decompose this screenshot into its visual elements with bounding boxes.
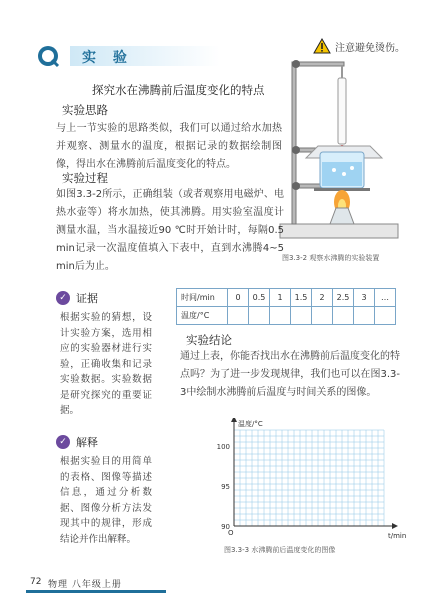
origin-label: O bbox=[228, 529, 234, 537]
page-number: 72 bbox=[30, 577, 42, 587]
book-name: 物理 八年级上册 bbox=[48, 580, 122, 590]
table-row bbox=[177, 307, 396, 325]
process-text: 如图3.3-2所示，正确组装（或者观察用电磁炉、电热水壶等）将水加热，使其沸腾。用实验室温度计测量水温，当水温接近90 ℃时开始计时，每隔0.5 min记录一次温度值填入下表中，直到水沸腾4~5 min后为止。 bbox=[56, 189, 284, 272]
process-heading: 实验过程 bbox=[62, 171, 108, 185]
y-tick-label: 90 bbox=[221, 523, 230, 531]
table-cell: … bbox=[375, 289, 396, 307]
table-cell: 2.5 bbox=[333, 289, 354, 307]
conclusion-text: 通过上表，你能否找出水在沸腾前后温度变化的特点吗？为了进一步发现规律，我们也可以在图3.3-3中绘制水沸腾前后温度与时间关系的图像。 bbox=[180, 351, 400, 398]
data-table bbox=[176, 288, 396, 325]
evidence-icon: ✓ bbox=[56, 291, 70, 305]
table-cell bbox=[249, 307, 270, 325]
table-cell bbox=[228, 307, 249, 325]
main-title: 探究水在沸腾前后温度变化的特点 bbox=[92, 83, 265, 97]
table-cell: 0.5 bbox=[249, 289, 270, 307]
sidebar-evidence bbox=[56, 290, 166, 419]
y-axis-arrow bbox=[231, 418, 237, 422]
table-cell bbox=[291, 307, 312, 325]
table-row bbox=[177, 289, 396, 307]
table-cell bbox=[270, 307, 291, 325]
temperature-grid-chart bbox=[196, 418, 406, 544]
idea-text: 与上一节实验的思路类似，我们可以通过给水加热并观察、测量水的温度，根据记录的数据绘制图像，得出水在沸腾前后温度变化的特点。 bbox=[56, 123, 282, 170]
table-cell: 3 bbox=[354, 289, 375, 307]
section-label: 实 验 bbox=[82, 50, 133, 66]
explain-icon: ✓ bbox=[56, 435, 70, 449]
idea-heading: 实验思路 bbox=[62, 103, 108, 117]
figure-3-caption: 图3.3-3 水沸腾前后温度变化的图像 bbox=[224, 546, 336, 554]
warning-text: 注意避免烫伤。 bbox=[335, 42, 405, 54]
y-tick-label: 95 bbox=[221, 483, 230, 491]
table-cell: 0 bbox=[228, 289, 249, 307]
figure-2-caption: 图3.3-2 观察水沸腾的实验装置 bbox=[282, 254, 380, 262]
table-cell bbox=[333, 307, 354, 325]
explain-title: 解释 bbox=[76, 436, 98, 449]
boiling-apparatus-illustration bbox=[278, 56, 402, 252]
x-axis-label: t/min bbox=[388, 532, 406, 540]
table-row-label-temp: 温度/°C bbox=[177, 307, 228, 325]
warning-note bbox=[313, 38, 405, 54]
table-cell: 1 bbox=[270, 289, 291, 307]
evidence-title: 证据 bbox=[76, 292, 98, 305]
table-cell bbox=[375, 307, 396, 325]
sidebar-explain bbox=[56, 434, 166, 547]
y-tick-label: 100 bbox=[216, 443, 230, 451]
explain-text: 根据实验目的用简单的表格、图像等描述信息，通过分析数据、图像分析方法发现其中的规律，形成结论并作出解释。 bbox=[60, 456, 152, 545]
table-cell: 1.5 bbox=[291, 289, 312, 307]
experiment-logo-icon bbox=[36, 44, 66, 68]
table-cell bbox=[312, 307, 333, 325]
warning-icon bbox=[313, 38, 331, 54]
conclusion-heading: 实验结论 bbox=[186, 333, 232, 347]
evidence-text: 根据实验的猜想，设计实验方案，选用相应的实验器材进行实验，正确收集和记录实验数据。实验数据是研究探究的重要证据。 bbox=[60, 312, 152, 416]
x-axis-arrow bbox=[392, 523, 398, 529]
table-row-label-time: 时间/min bbox=[177, 289, 228, 307]
table-cell bbox=[354, 307, 375, 325]
y-axis-label: 温度/°C bbox=[238, 420, 263, 428]
table-cell: 2 bbox=[312, 289, 333, 307]
footer-bar bbox=[26, 590, 166, 593]
